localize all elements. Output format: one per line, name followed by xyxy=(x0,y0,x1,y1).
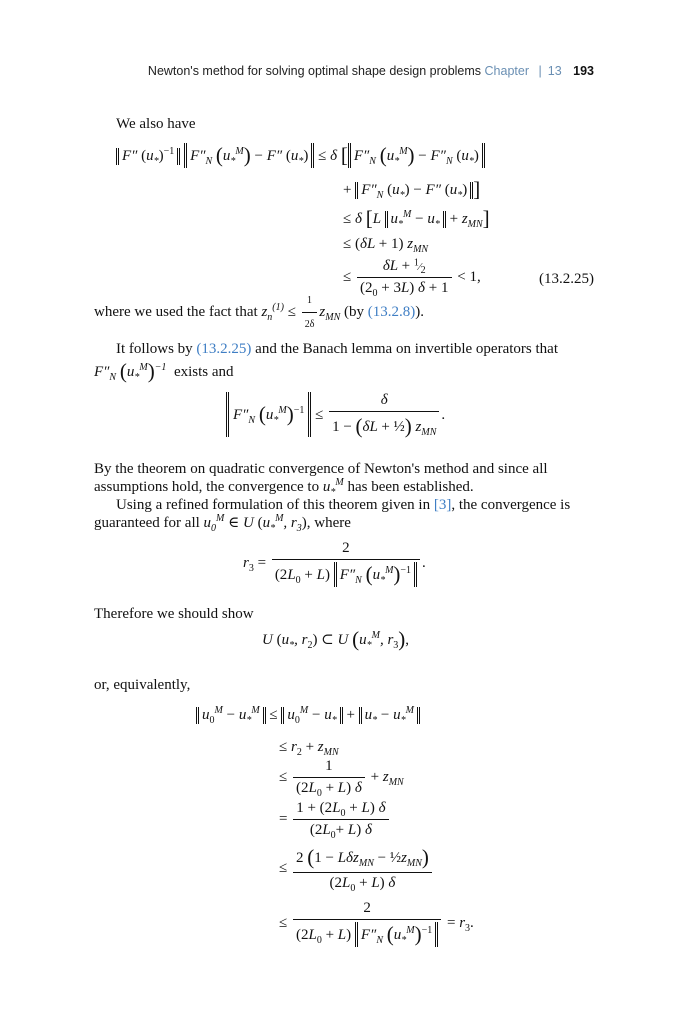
paragraph-by-theorem-2: assumptions hold, the convergence to $u_*^M$ has been established. xyxy=(94,477,474,498)
paragraph-therefore: Therefore we should show xyxy=(94,606,254,622)
running-title: Newton's method for solving optimal shape design problems xyxy=(147,64,482,78)
it-follows-text-a: It follows by xyxy=(116,341,197,357)
using-text-b: , the convergence is xyxy=(451,497,571,513)
r3-definition: $r_3$ = $\frac{2}{(2L_0 + L) F''_N (u_*^M)^{-1}}$ . xyxy=(243,540,426,586)
inverse-norm-inequality: $F''_N$ $(u_*^M)^{-1}$ ≤ $\frac{\delta}{1 - (\delta L + \frac{1}{2}) z_{MN}}$ . xyxy=(226,392,445,439)
page-number: 193 xyxy=(573,64,594,78)
set-inclusion: U ($u_*$, $r_2$) ⊂ U ($u_*^M$, $r_3$), xyxy=(262,627,410,651)
chain-line-2: ≤ $r_2 + z_{MN}$ xyxy=(279,739,339,758)
where-text-a: where we used the fact that xyxy=(94,303,262,320)
equation-line-3: ≤ δ [L $u_*^M - u_* + z_{MN}$] xyxy=(343,206,490,230)
equation-line-5: ≤ $\frac{\delta L + ^1⁄_2}{(2_0 + 3L) \delta + 1}$ < 1, xyxy=(343,257,481,299)
paragraph-or-equivalently: or, equivalently, xyxy=(94,677,191,693)
where-text-c: ). xyxy=(415,303,424,320)
paragraph-using-2: guaranteed for all $u_0^M$ ∈ U ($u_*^M$, $r_3$), where xyxy=(94,513,351,534)
equation-line-2: + $F''_N$ $(u_*) - F''$ $(u_*)$ ] xyxy=(343,177,481,201)
equation-line-1: F″ $(u_*)^{-1}$ $F''_N$ $(u_*^M) - F''$ $(u_*) \le \delta$ [ $F''_N$ $(u_*^M) - F''_N$ $(u_*)$ xyxy=(116,143,485,168)
paragraph-by-theorem-1: By the theorem on quadratic convergence of Newton's method and since all xyxy=(94,461,548,477)
it-follows-text-b: and the Banach lemma on invertible operators that xyxy=(251,341,558,357)
paragraph-exists: $F''_N$ $(u_*^M)^{-1}$ exists and xyxy=(94,359,234,383)
by-theorem-text-b: has been established. xyxy=(343,479,474,495)
chain-line-6: ≤ $\frac{2}{(2L_0 + L) F''_N (u_*^M)^{-1}}$ = $r_3$. xyxy=(279,900,474,946)
running-header xyxy=(148,64,594,78)
ref-citation-3[interactable]: [3] xyxy=(433,497,452,513)
chain-line-1: $u_0^M - u_*^M \le u_0^M - u_* + u_* - u_*^M$ xyxy=(196,707,420,724)
ref-eq-13-2-25[interactable]: (13.2.25) xyxy=(196,341,252,357)
chapter-number: 13 xyxy=(547,64,562,78)
paragraph-it-follows xyxy=(116,340,558,359)
paragraph-where: where we used the fact that $z_n^{(1)}$ ≤ $\frac{1}{2\delta}$ $z_{MN}$ (by (13.2.8)). xyxy=(94,291,424,334)
chain-line-4: = $\frac{1 + (2L_0 + L) \delta}{(2L_0+ L) \delta}$ xyxy=(279,800,391,839)
equation-number: (13.2.25) xyxy=(539,271,594,287)
equation-line-4: ≤ (δL + 1) $z_{MN}$ xyxy=(343,236,429,255)
paragraph-we-also-have: We also have xyxy=(116,116,196,132)
chain-line-3: ≤ $\frac{1}{(2L_0 + L) \delta}$ + $z_{MN}$ xyxy=(279,758,404,799)
header-separator: | xyxy=(538,64,542,78)
using-text-d: , where xyxy=(306,515,351,531)
paragraph-using-1 xyxy=(116,496,570,515)
chain-line-5: ≤ $\frac{2 (1 - L\delta z_{MN} - \frac{1}{2}z_{MN})}{(2L_0 + L) \delta}$ xyxy=(279,845,434,892)
using-text-a: Using a refined formulation of this theorem given in xyxy=(116,497,434,513)
using-text-c: guaranteed for all xyxy=(94,515,204,531)
exists-and-text: exists and xyxy=(173,364,234,380)
chapter-label: Chapter xyxy=(484,64,530,78)
by-theorem-text-a: assumptions hold, the convergence to xyxy=(94,479,323,495)
ref-eq-13-2-8[interactable]: (13.2.8) xyxy=(367,303,416,320)
where-text-b: (by xyxy=(340,303,368,320)
